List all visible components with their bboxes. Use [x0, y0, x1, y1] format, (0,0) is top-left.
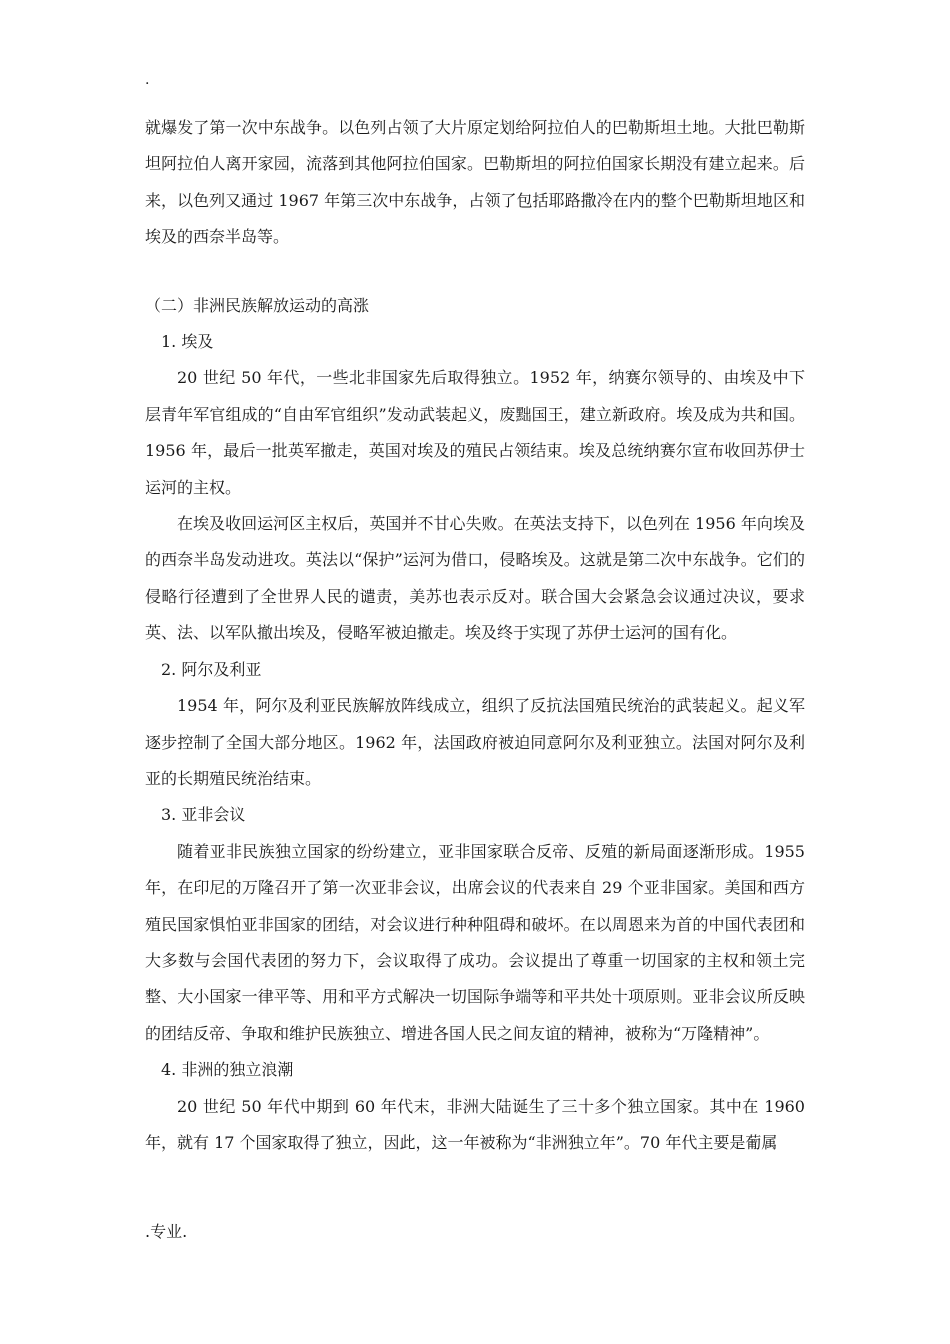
- header-mark: .: [145, 72, 150, 88]
- paragraph-bandung: 随着亚非民族独立国家的纷纷建立，亚非国家联合反帝、反殖的新局面逐渐形成。1955 年，在印尼的万隆召开了第一次亚非会议，出席会议的代表来自 29 个亚非国家。美国和西方殖民国家惧怕亚非国家的团结，对会议进行种种阻碍和破坏。在以周恩来为首的中国代表团和大多数与会国代表团的努力下，会议取得了成功。会议提出了尊重一切国家的主权和领土完整、大小国家一律平等、用和平方式解决一切国际争端等和平共处十项原则。亚非会议所反映的团结反帝、争取和维护民族独立、增进各国人民之间友谊的精神，被称为“万隆精神”。: [145, 841, 805, 1043]
- paragraph-algeria: 1954 年，阿尔及利亚民族解放阵线成立，组织了反抗法国殖民统治的武装起义。起义军逐步控制了全国大部分地区。1962 年，法国政府被迫同意阿尔及利亚独立。法国对阿尔及利亚的长期殖民统治结束。: [145, 696, 805, 788]
- subsection-title-algeria: 2. 阿尔及利亚: [161, 659, 262, 679]
- subsection-title-egypt: 1. 埃及: [161, 332, 214, 352]
- section-title: （二）非洲民族解放运动的高涨: [145, 295, 370, 315]
- document-body: [145, 110, 805, 1161]
- paragraph-egypt-1: 20 世纪 50 年代，一些北非国家先后取得独立。1952 年，纳赛尔领导的、由埃及中下层青年军官组成的“自由军官组织”发动武装起义，废黜国王，建立新政府。埃及成为共和国。1956 年，最后一批英军撤走，英国对埃及的殖民占领结束。埃及总统纳赛尔宣布收回苏伊士运河的主权。: [145, 368, 805, 497]
- subsection-title-africa-independence: 4. 非洲的独立浪潮: [161, 1060, 294, 1080]
- paragraph-continued: 就爆发了第一次中东战争。以色列占领了大片原定划给阿拉伯人的巴勒斯坦土地。大批巴勒斯坦阿拉伯人离开家园，流落到其他阿拉伯国家。巴勒斯坦的阿拉伯国家长期没有建立起来。后来，以色列又通过 1967 年第三次中东战争，占领了包括耶路撒冷在内的整个巴勒斯坦地区和埃及的西奈半岛等。: [145, 118, 805, 247]
- subsection-title-bandung: 3. 亚非会议: [161, 805, 246, 825]
- paragraph-egypt-2: 在埃及收回运河区主权后，英国并不甘心失败。在英法支持下，以色列在 1956 年向埃及的西奈半岛发动进攻。英法以“保护”运河为借口，侵略埃及。这就是第二次中东战争。它们的侵略行径遭到了全世界人民的谴责，美苏也表示反对。联合国大会紧急会议通过决议，要求英、法、以军队撤出埃及，侵略军被迫撤走。埃及终于实现了苏伊士运河的国有化。: [145, 514, 805, 643]
- paragraph-africa-independence: 20 世纪 50 年代中期到 60 年代末，非洲大陆诞生了三十多个独立国家。其中在 1960 年，就有 17 个国家取得了独立，因此，这一年被称为“非洲独立年”。70 年代主要是葡属: [145, 1096, 805, 1152]
- section-gap: [145, 256, 805, 288]
- footer-mark: .专业.: [145, 1222, 188, 1241]
